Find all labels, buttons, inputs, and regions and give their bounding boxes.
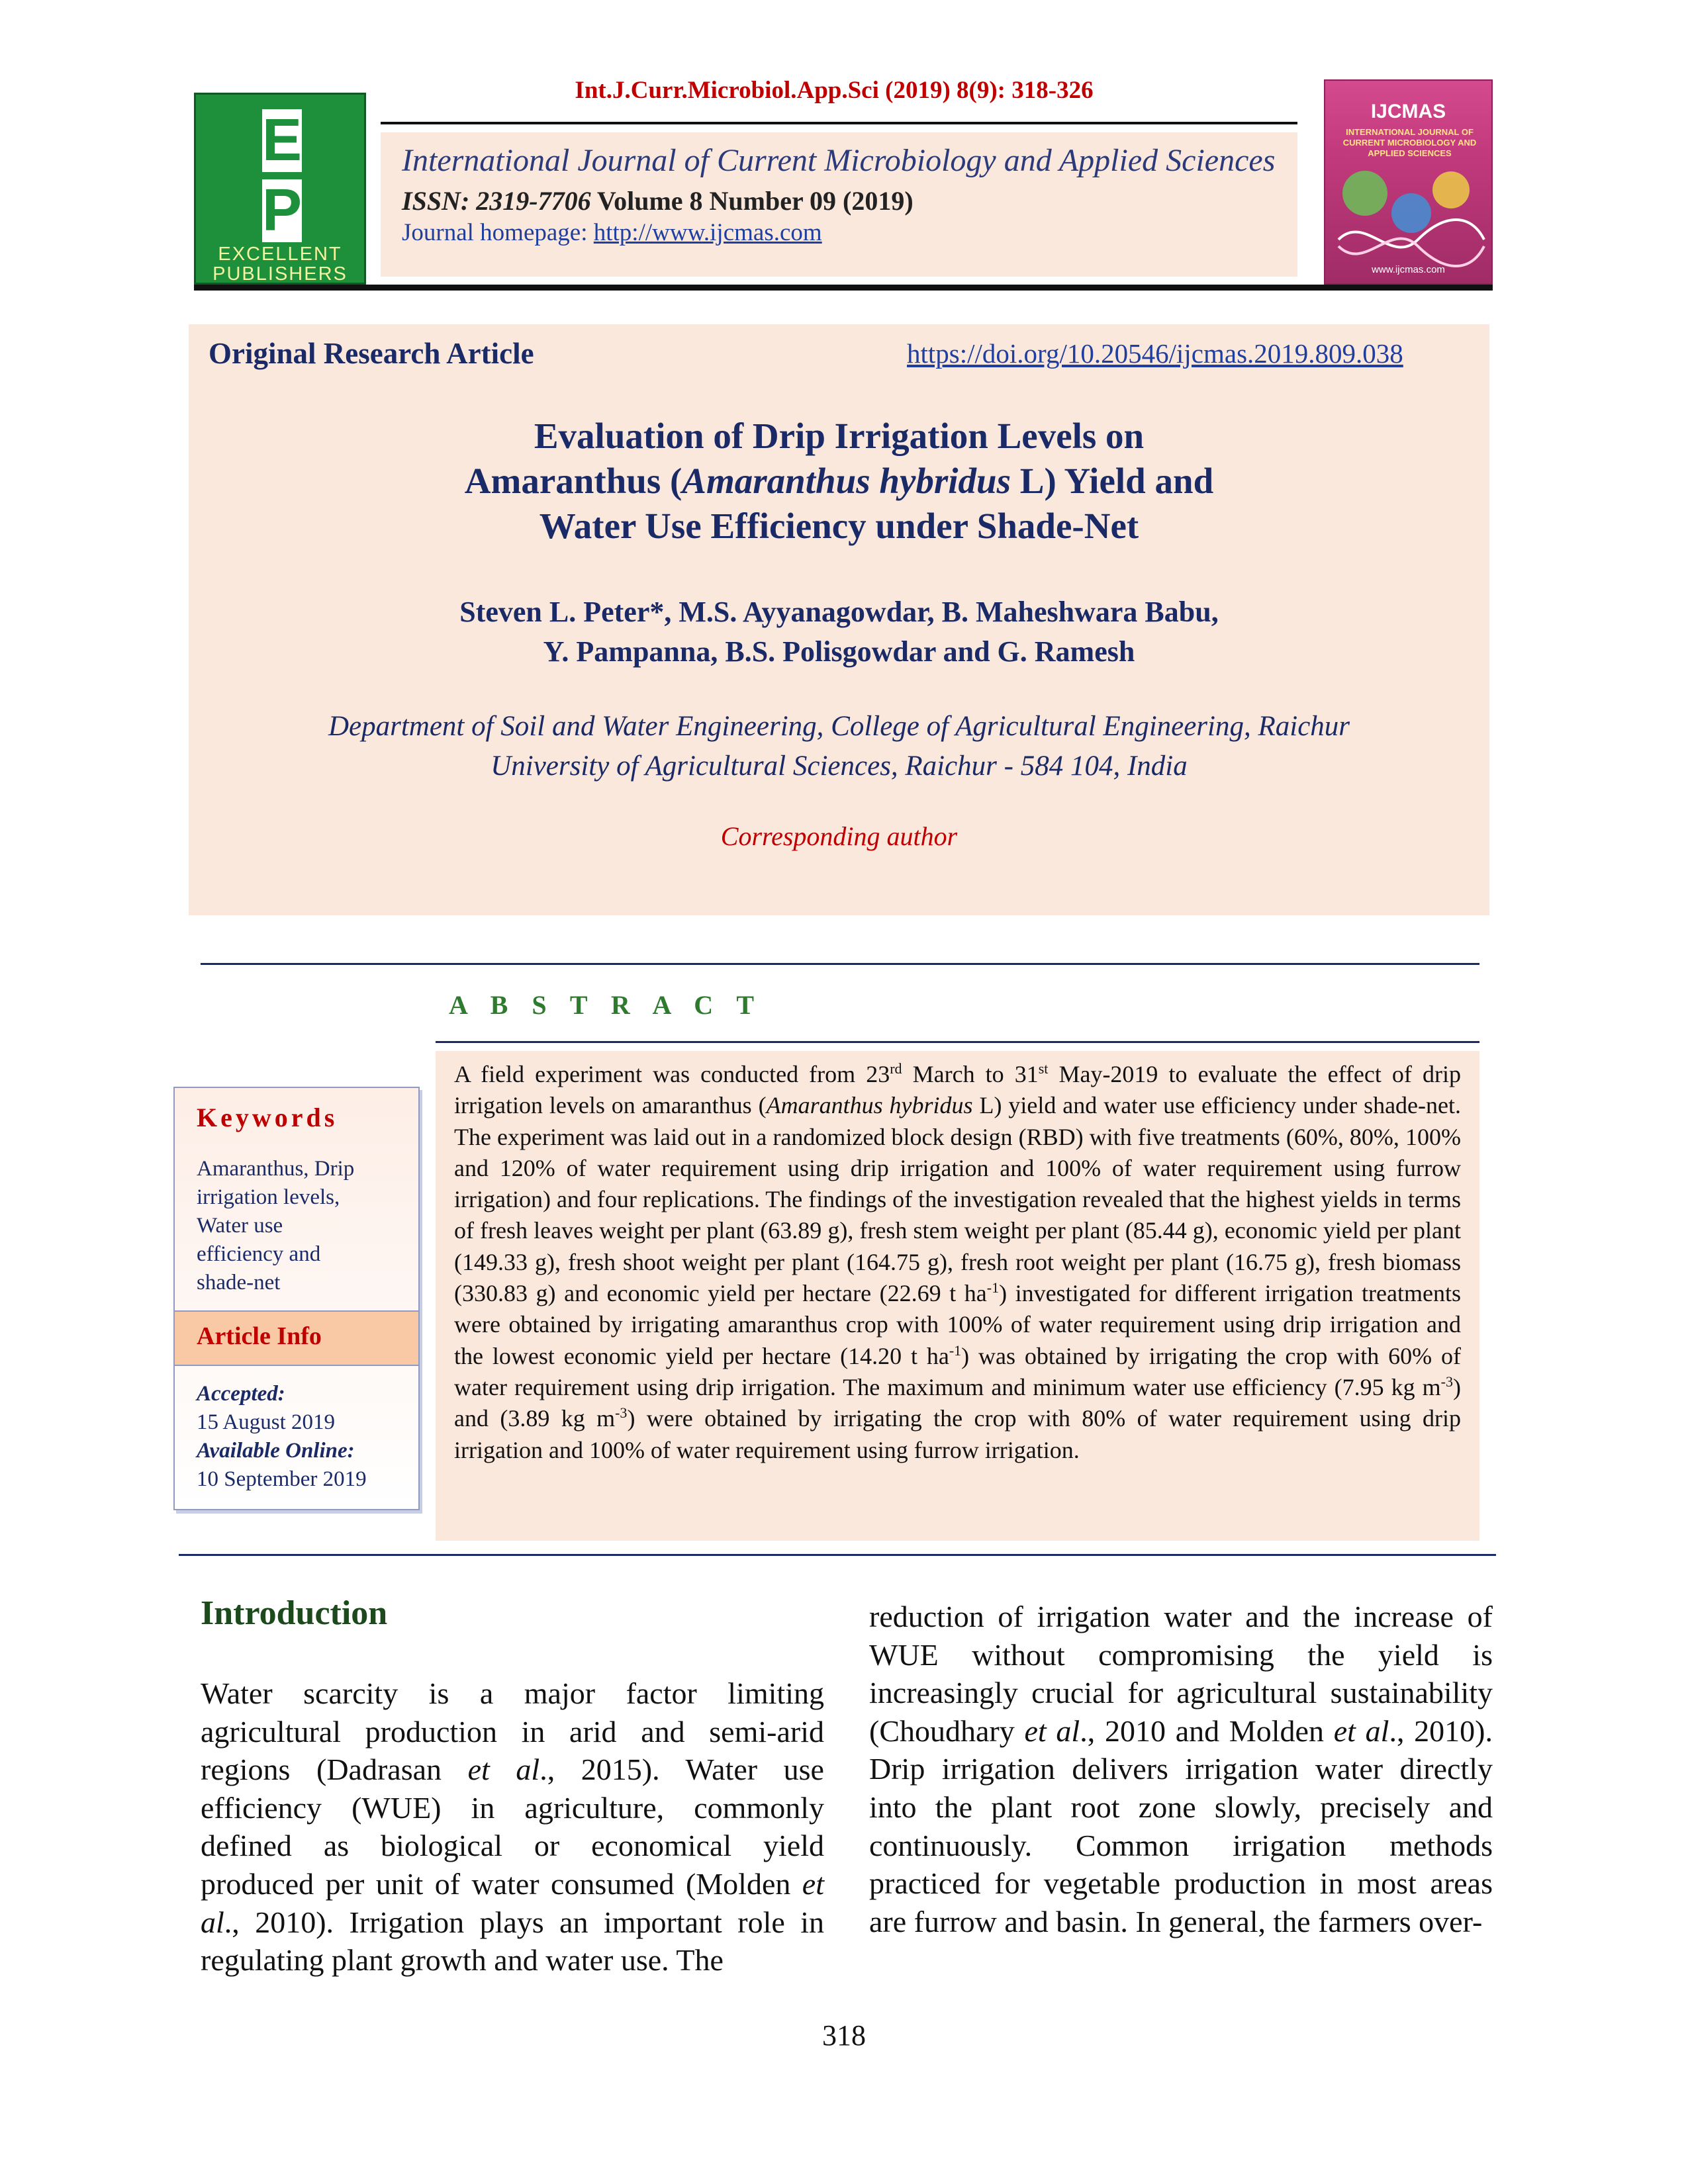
abstract-run: ) was obtained by irrigating the crop with 60% of water requirement using drip irrigation. The maximum and minimum water use efficiency (7.95 kg m xyxy=(454,1342,1461,1400)
publisher-logo xyxy=(194,93,366,285)
logo-letter-p: P xyxy=(262,177,303,244)
abstract-run: L) yield and water use efficiency under shade-net. The experiment was laid out in a randomized block design (RBD) with five treatments (60%, 80%, 100% and 120% of water requirement using drip irrigation and 100% of water requirement using furrow irrigation) and four replications. The findings of the investigation revealed that the highest yields in terms of fresh leaves weight per plant (63.89 g), fresh stem weight per plant (85.44 g), economic yield per plant (149.33 g), fresh shoot weight per plant (164.75 g), fresh root weight per plant (16.75 g), fresh biomass (330.83 g) and economic yield per hectare (22.69 t ha xyxy=(454,1092,1462,1307)
abstract-superscript: -1 xyxy=(949,1342,962,1359)
logo-word-publishers: PUBLISHERS xyxy=(212,263,348,285)
corresponding-author-note: Corresponding author xyxy=(720,821,958,851)
abstract-superscript: st xyxy=(1038,1060,1049,1077)
keyword-line: irrigation levels, xyxy=(197,1185,340,1209)
title-line-2-b: L) Yield and xyxy=(1011,461,1214,501)
body-run: Water scarcity is a major factor limiting agricultural production in arid and semi-arid regions (Dadrasan xyxy=(201,1676,824,1787)
journal-cover-image xyxy=(1324,79,1493,285)
abstract-run: May-2019 to evaluate the effect of drip irrigation levels on amaranthus ( xyxy=(454,1061,1461,1119)
abstract-species-name: Amaranthus hybridus xyxy=(766,1092,973,1119)
doi-link[interactable]: https://doi.org/10.20546/ijcmas.2019.809.038 xyxy=(907,338,1403,369)
abstract-superscript: rd xyxy=(890,1060,902,1077)
abstract-run: A field experiment was conducted from 23 xyxy=(454,1061,890,1087)
cover-url: www.ijcmas.com xyxy=(1372,264,1445,275)
body-run: ., 2010). Drip irrigation delivers irrigation water directly into the plant root zone slowly, precisely and continuously. Common irrigation methods practiced for vegetable production in most areas are furrow and basin. In general, the farmers over- xyxy=(869,1713,1493,1938)
page-number: 318 xyxy=(822,2019,866,2052)
cover-subtitle: INTERNATIONAL JOURNAL OF CURRENT MICROBIOLOGY AND APPLIED SCIENCES xyxy=(1342,127,1477,158)
body-run: ., 2015). Water use efficiency (WUE) in agriculture, commonly defined as biological or economical yield produced per unit of water consumed (Molden xyxy=(201,1752,824,1901)
body-column-right xyxy=(869,1598,1493,1940)
header-rule-bottom xyxy=(194,285,1493,291)
abstract-rule-mid xyxy=(436,1041,1479,1043)
accepted-label: Accepted: xyxy=(197,1382,285,1406)
body-run: ., 2010). Irrigation plays an important role in regulating plant growth and water use. The xyxy=(201,1905,824,1978)
available-online-date: 10 September 2019 xyxy=(197,1467,367,1491)
abstract-superscript: -3 xyxy=(615,1404,628,1422)
abstract-run: ) investigated for different irrigation treatments were obtained by irrigating amaranthus crop with 100% of water requirement using drip irrigation and the lowest economic yield per hectare (14.20 t ha xyxy=(454,1280,1461,1369)
article-title xyxy=(189,414,1489,549)
title-line-2-a: Amaranthus ( xyxy=(464,461,682,501)
abstract-heading: A B S T R A C T xyxy=(449,990,763,1020)
logo-letter-e: E xyxy=(262,107,303,173)
article-dates xyxy=(197,1380,408,1494)
article-type: Original Research Article xyxy=(209,337,534,370)
authors-line-2: Y. Pampanna, B.S. Polisgowdar and G. Ramesh xyxy=(543,635,1135,668)
abstract-run: ) and (3.89 kg m xyxy=(454,1373,1461,1432)
intro-paragraph-left xyxy=(201,1674,824,1979)
abstract-superscript: -3 xyxy=(1440,1373,1453,1390)
volume-label: Volume 8 Number 09 (2019) xyxy=(590,186,914,216)
abstract-run: March to 31 xyxy=(902,1061,1039,1087)
journal-name: International Journal of Current Microbiology and Applied Sciences xyxy=(402,143,1276,178)
keyword-line: Amaranthus, Drip xyxy=(197,1157,355,1181)
article-info-heading: Article Info xyxy=(197,1322,322,1350)
body-run: reduction of irrigation water and the increase of WUE without compromising the yield is increasingly crucial for agricultural sustainability (Choudhary xyxy=(869,1600,1493,1748)
affiliation-line-2: University of Agricultural Sciences, Raichur - 584 104, India xyxy=(491,751,1188,782)
abstract-run: ) were obtained by irrigating the crop with 80% of water requirement using drip irrigation and 100% of water requirement using furrow irrigation. xyxy=(454,1405,1461,1463)
homepage-link[interactable]: http://www.ijcmas.com xyxy=(593,219,822,246)
accepted-date: 15 August 2019 xyxy=(197,1410,336,1434)
authors-line-1: Steven L. Peter*, M.S. Ayyanagowdar, B. Maheshwara Babu, xyxy=(459,596,1219,628)
body-italic: et al xyxy=(1024,1713,1080,1748)
journal-citation: Int.J.Curr.Microbiol.App.Sci (2019) 8(9): 318-326 xyxy=(575,77,1094,104)
body-column-left xyxy=(201,1674,824,1979)
body-run: ., 2010 and Molden xyxy=(1080,1713,1334,1748)
abstract-rule-top xyxy=(201,963,1479,965)
introduction-heading: Introduction xyxy=(201,1594,388,1632)
affiliation xyxy=(189,707,1489,786)
body-italic: et al xyxy=(1333,1713,1389,1748)
keyword-line: Water use xyxy=(197,1214,283,1238)
logo-word-excellent: EXCELLENT xyxy=(218,244,342,265)
title-species-name: Amaranthus hybridus xyxy=(682,461,1011,501)
abstract-superscript: -1 xyxy=(986,1279,1000,1297)
keyword-line: efficiency and xyxy=(197,1242,321,1266)
header-rule-top xyxy=(381,122,1297,124)
abstract-text xyxy=(454,1059,1461,1466)
body-italic: et al xyxy=(201,1866,824,1939)
keywords-heading: Keywords xyxy=(197,1103,338,1132)
issn-label: ISSN: 2319-7706 xyxy=(402,186,591,216)
body-italic: et al xyxy=(467,1752,540,1787)
cover-title: IJCMAS xyxy=(1370,101,1446,122)
keyword-line: shade-net xyxy=(197,1271,281,1295)
available-online-label: Available Online: xyxy=(197,1439,355,1463)
abstract-rule-bottom xyxy=(179,1554,1496,1556)
title-line-2 xyxy=(189,459,1489,504)
affiliation-line-1: Department of Soil and Water Engineering, College of Agricultural Engineering, Raichur xyxy=(328,711,1350,742)
homepage-line xyxy=(402,218,822,247)
title-line-1: Evaluation of Drip Irrigation Levels on xyxy=(534,416,1145,456)
author-list xyxy=(189,592,1489,672)
issn-line xyxy=(402,185,914,216)
keywords-list xyxy=(197,1155,408,1297)
homepage-label: Journal homepage: xyxy=(402,219,594,246)
title-line-3: Water Use Efficiency under Shade-Net xyxy=(539,506,1139,546)
intro-paragraph-right xyxy=(869,1598,1493,1940)
